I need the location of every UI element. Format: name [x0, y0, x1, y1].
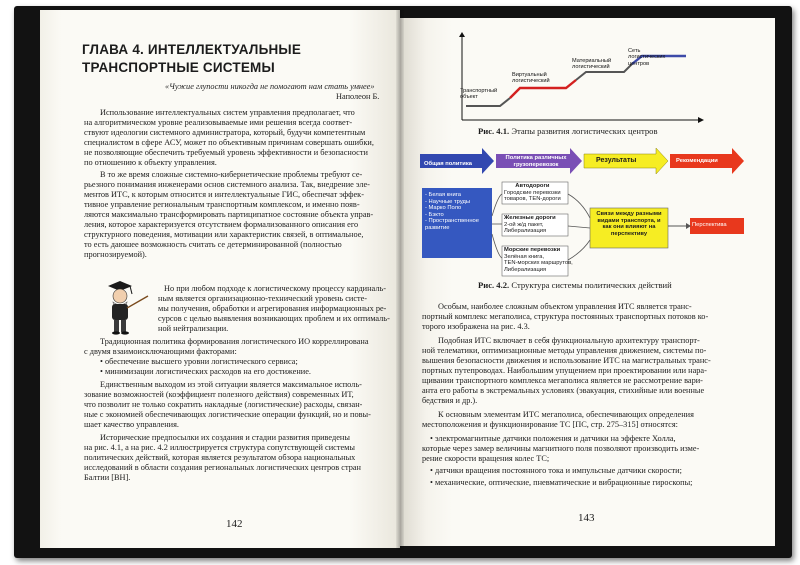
intermodal-text: [591, 211, 667, 237]
rail-line: 2-ой ж/д пакет,: [504, 221, 544, 228]
chapter-title-line-1: ГЛАВА 4. ИНТЕЛЛЕКТУАЛЬНЫЕ: [82, 42, 302, 57]
roads-line: товаров, TEN-дороги: [504, 196, 561, 203]
right-page: [400, 18, 775, 546]
paragraph-line: местоположения и функционирование ТС [ПС, стр. 275–315] относятся:: [422, 420, 678, 429]
source-item: - Пространственное: [425, 218, 480, 225]
paragraph-line: ным является организационно-технический уровень систе-: [158, 294, 368, 303]
paragraph-line: ной нейтрализации.: [158, 324, 229, 333]
caption-number: Рис. 4.1.: [478, 126, 510, 136]
paragraph-line: шает качество управления.: [84, 420, 179, 429]
sea-line: TEN-морских маршрутов,: [504, 260, 573, 267]
paragraph-line: Подобная ИТС включает в себя функциональную архитектуру транспорт-: [438, 336, 700, 345]
epigraph: «Чужие глупости никогда не помогают нам стать умнее»: [165, 82, 375, 91]
arrow-general-policy-label: Общая политика: [424, 161, 472, 167]
paragraph-line: политических действий, которая является результатом обзора национальных: [84, 453, 356, 462]
paragraph-line: зование возможностей (коэффициент полезного действия) современных ИТ,: [84, 390, 354, 399]
stage4-label: Сеть логистических центров: [628, 48, 666, 67]
paragraph-line: с двумя взаимоисключающими факторами:: [84, 347, 237, 356]
paragraph-line: прогнозируемой).: [84, 250, 147, 259]
chapter-title-line-2: ТРАНСПОРТНЫЕ СИСТЕМЫ: [82, 60, 275, 75]
source-item: - Марко Поло: [425, 205, 462, 212]
paragraph-line: рение скорости вращения колес ТС;: [422, 454, 550, 463]
page-number: 142: [226, 518, 243, 530]
left-page: [40, 10, 400, 548]
intermodal-line: перспективу: [610, 230, 648, 237]
bullet-item: • обеспечение высшего уровни логистического сервиса;: [100, 357, 298, 367]
arrow-recommendations-label: Рекомендации: [676, 158, 718, 164]
rail-text: [504, 215, 556, 235]
sea-title: Морские перевозки: [504, 247, 561, 253]
paragraph-line: на алгоритмическом уровне реализовываемые ими решения всегда соответ-: [84, 118, 353, 127]
sea-line: Зелёная книга,: [504, 253, 545, 260]
paragraph-line: Исторические предпосылки их создания и стадии развития приведены: [100, 433, 350, 442]
paragraph-line: анта его работы в экстремальных условиях (эвакуация, стихийные или военные: [422, 386, 705, 395]
sources-list: [425, 192, 479, 232]
paragraph-line: не позволяющие обеспечить требуемый уровень эффективности и безопасности: [84, 148, 368, 157]
sea-text: [504, 247, 573, 273]
paragraph-line: тивное управление региональным транспортным комплексом, и именно появ-: [84, 200, 360, 209]
paragraph-line: Единственным выходом из этой ситуации является максимальное исполь-: [100, 380, 362, 389]
paragraph-line: портный комплекс мегаполиса, структура постоянных транспортных потоков ко-: [422, 312, 709, 321]
paragraph-line: ной телематики, оптимизационные методы управления движением, системы по-: [422, 346, 707, 355]
paragraph-line: которые через замер величины магнитного поля позволяют производить изме-: [422, 444, 700, 453]
bullet-item: • механические, оптические, пневматические и вибрационные гироскопы;: [430, 478, 692, 488]
perspective-label: Перспектива: [692, 222, 727, 228]
paragraph-line: бедствия и др.).: [422, 396, 478, 405]
paragraph-line: Особым, наиболее сложным объектом управления ИТС является транс-: [438, 302, 692, 311]
roads-title: Автодороги: [515, 183, 550, 189]
bullet-item: • датчики вращения постоянного тока и импульсные датчики скорости;: [430, 466, 682, 476]
roads-text: [504, 183, 561, 203]
epigraph-author: Наполеон Б.: [336, 92, 380, 101]
paragraph-line: К основным элементам ИТС мегаполиса, обеспечивающих определения: [438, 410, 694, 419]
paragraph-line: мы получения, обработки и агрегирования информационных ре-: [158, 304, 387, 313]
paragraph-line: Использование интеллектуальных систем управления предполагает, что: [100, 108, 355, 117]
paragraph-line: ные с экономией обеспечивающих логистические операции функций, но и повы-: [84, 410, 371, 419]
paragraph-line: В то же время сложные системно-кибернетические проблемы требуют се-: [100, 170, 363, 179]
bullet-item: • минимизации логистических расходов на его достижение.: [100, 367, 311, 377]
paragraph-line: по отношению к объекту управления.: [84, 158, 217, 167]
paragraph-line: вышения безопасности движения и использование ИТС на магистральных транс-: [422, 356, 711, 365]
paragraph-line: структурного поведения, мотивации или характеристик связей, в оптимальное,: [84, 230, 364, 239]
source-item: - Белая книга: [425, 192, 461, 198]
source-item: - Научные труды: [425, 198, 471, 205]
paragraph-line: щивании транспортного комплекса мегаполиса является не рассмотрение вари-: [422, 376, 703, 385]
figure-caption: [478, 126, 658, 136]
paragraph-line: ления, которое характеризуется отсутствием формализованного описания его: [84, 220, 359, 229]
stage3-label: Материальный логистический: [572, 58, 612, 71]
sea-line: Либерализация: [504, 266, 547, 273]
paragraph-line: портных путепроводах. Наибольшим упущением при проектировании или нара-: [422, 366, 707, 375]
source-item: развитие: [425, 224, 450, 231]
paragraph-line: торого изображена на рис. 4.3.: [422, 322, 530, 331]
caption-text: Этапы развития логистических центров: [511, 126, 658, 136]
paragraph-line: ляются максимально трансформировать партиципатное состояние объекта управ-: [84, 210, 374, 219]
stage2-label: Виртуальный логистический: [512, 72, 550, 85]
paragraph-line: Традиционная политика формирования логистического ИО корреллирована: [100, 337, 369, 346]
paragraph-line: на рис. 4.1, а на рис. 4.2 иллюстрируется структура сопутствующей системы: [84, 443, 355, 452]
intermodal-line: видами транспорта, и: [597, 217, 661, 224]
paragraph-line: ствуют идеологии системного администратора, который, будучи компетентным: [84, 128, 366, 137]
arrow-results-label: Результаты: [596, 157, 637, 164]
intermodal-line: Связи между разными: [596, 211, 662, 217]
caption-number: Рис. 4.2.: [478, 280, 510, 290]
paragraph-line: специалистом в сфере АСУ, может по объективным причинам совершать ошибки,: [84, 138, 374, 147]
figure-caption: [478, 280, 672, 290]
page-number: 143: [578, 512, 595, 524]
caption-text: Структура системы политических действий: [511, 280, 672, 290]
paragraph-line: то есть даюшее возможность считать се детерминированной (полностью: [84, 240, 342, 249]
paragraph-line: что позволит не только сократить накладные (логистические) расходы, связан-: [84, 400, 363, 409]
arrow-transport-policy-label: Политика различных грузоперевозок: [505, 155, 567, 168]
paragraph-line: Балтии [ВН].: [84, 473, 131, 482]
bullet-item: • электромагнитные датчики положения и датчики на эффекте Холла,: [430, 434, 676, 444]
roads-line: Городские перевозки: [504, 189, 561, 196]
paragraph-line: сурсов с целью выявления возникающих проблем и их оптималь-: [158, 314, 390, 323]
source-item: - Бэкто: [425, 211, 444, 218]
intermodal-line: как они влияют на: [602, 224, 656, 231]
paragraph-line: ментов ИТС, к которым относится и интеллектуальные ГИС, обеспечат эффек-: [84, 190, 364, 199]
paragraph-line: исследований в области создания региональных логистических центров стран: [84, 463, 361, 472]
stages-figure: [450, 32, 710, 128]
rail-title: Железные дороги: [504, 215, 556, 221]
rail-line: Либерализация: [504, 228, 547, 235]
book-gutter: [396, 10, 404, 550]
professor-illustration: [94, 272, 152, 336]
paragraph-line: Но при любом подходе к логистическому процессу кардиналь-: [164, 284, 387, 293]
paragraph-line: рьезного понимания инженерами основ системного анализа. Так, внедрение эле-: [84, 180, 370, 189]
stage1-label: Транспортный объект: [460, 88, 498, 101]
